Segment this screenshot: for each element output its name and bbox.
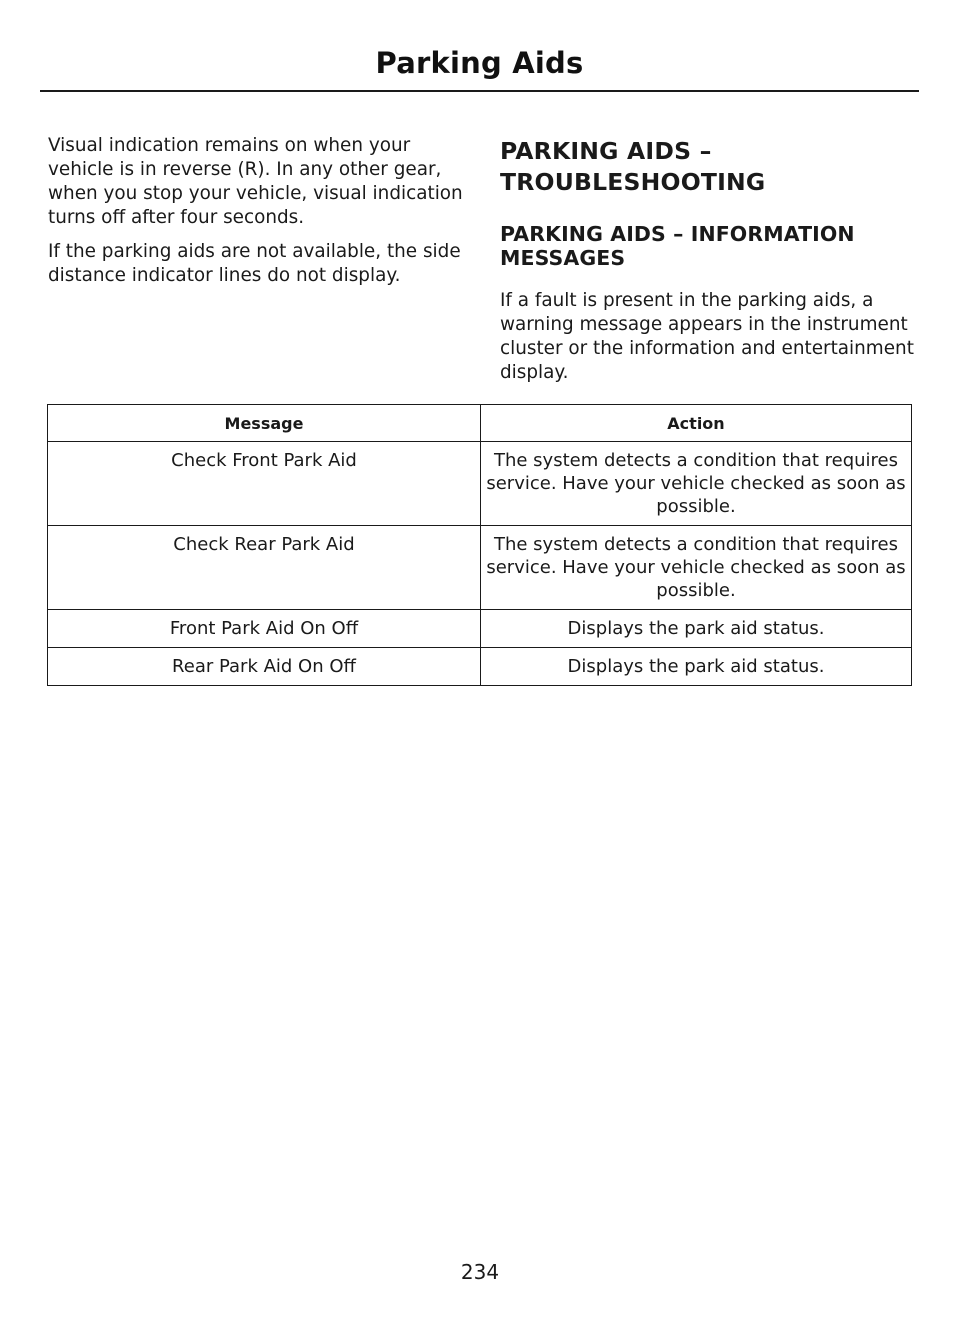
page-number: 234 (460, 1260, 500, 1284)
left-column (48, 134, 468, 298)
table-row (48, 442, 912, 526)
table-row (48, 610, 912, 648)
action-cell: Displays the park aid status. (481, 648, 912, 686)
action-cell: Displays the park aid status. (481, 610, 912, 648)
right-column (500, 136, 920, 385)
message-cell: Rear Park Aid On Off (48, 648, 481, 686)
table-row (48, 526, 912, 610)
information-messages-table (47, 404, 912, 686)
section-heading: PARKING AIDS – TROUBLESHOOTING (500, 137, 766, 196)
paragraph-visual-indication: Visual indication remains on when your vehicle is in reverse (R). In any other gear, when you stop your vehicle, visual indication turns off after four seconds. (48, 135, 463, 228)
page-title: Parking Aids (375, 46, 584, 80)
table-header-row (48, 405, 912, 442)
page-header (40, 44, 919, 92)
action-cell: The system detects a condition that requires service. Have your vehicle checked as soon as possible. (481, 442, 912, 526)
paragraph-parking-aids-unavailable: If the parking aids are not available, the side distance indicator lines do not display. (48, 241, 461, 286)
column-header-message: Message (48, 405, 481, 442)
action-cell: The system detects a condition that requires service. Have your vehicle checked as soon as possible. (481, 526, 912, 610)
table-row (48, 648, 912, 686)
section-body-text: If a fault is present in the parking aids, a warning message appears in the instrument cluster or the information and entertainment display. (500, 290, 914, 383)
message-cell: Front Park Aid On Off (48, 610, 481, 648)
subsection-heading: PARKING AIDS – INFORMATION MESSAGES (500, 222, 855, 270)
message-cell: Check Front Park Aid (48, 442, 481, 526)
message-cell: Check Rear Park Aid (48, 526, 481, 610)
column-header-action: Action (481, 405, 912, 442)
